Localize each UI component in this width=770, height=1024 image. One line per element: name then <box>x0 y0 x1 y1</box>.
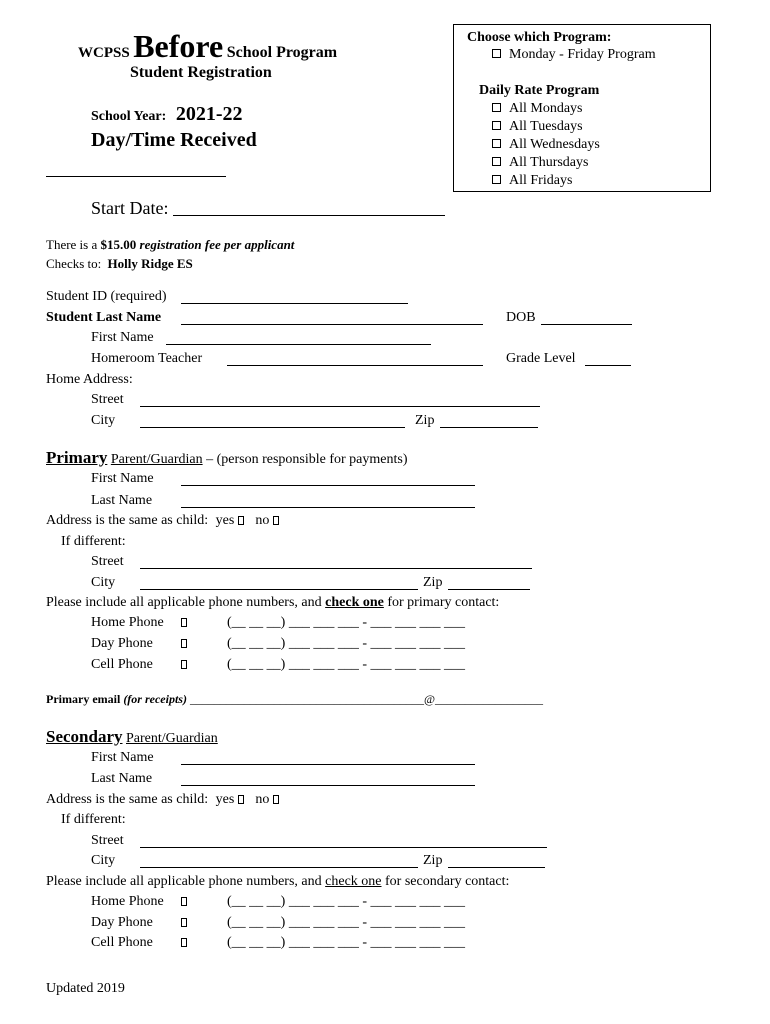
primary-note: – (person responsible for payments) <box>206 452 408 467</box>
checkbox-icon[interactable] <box>492 49 501 58</box>
homeroom-label: Homeroom Teacher <box>91 351 203 366</box>
daily-option-label: All Tuesdays <box>509 119 583 134</box>
primary-street-line[interactable] <box>140 568 532 569</box>
primary-phone-row <box>91 658 153 672</box>
title-before: Before <box>133 28 224 64</box>
secondary-first-name-line[interactable] <box>181 764 475 765</box>
form-subtitle: Student Registration <box>130 64 272 81</box>
primary-city-label: City <box>91 575 116 590</box>
checkbox-icon[interactable] <box>492 157 501 166</box>
checkbox-icon[interactable] <box>492 175 501 184</box>
start-date-label: Start Date: <box>91 198 169 218</box>
phone-label: Home Phone <box>91 615 164 630</box>
yes-checkbox-icon[interactable] <box>238 516 244 525</box>
secondary-heading <box>46 728 218 746</box>
primary-zip-line[interactable] <box>448 589 530 590</box>
primary-same-address <box>46 514 279 528</box>
primary-guardian: Parent/Guardian <box>110 452 203 467</box>
daily-option[interactable] <box>492 102 583 116</box>
daily-option-label: All Fridays <box>509 173 573 188</box>
daily-title: Daily Rate Program <box>479 83 600 98</box>
fee-prefix: There is a <box>46 237 98 252</box>
received-label: Day/Time Received <box>91 129 257 151</box>
yes-label: yes <box>215 792 235 807</box>
updated-note: Updated 2019 <box>46 981 125 996</box>
secondary-guardian: Parent/Guardian <box>126 731 218 746</box>
yes-label: yes <box>215 513 235 528</box>
program-box-title: Choose which Program: <box>467 30 612 45</box>
primary-email <box>46 693 543 705</box>
student-last-name-label: Student Last Name <box>46 310 162 325</box>
option-weekly[interactable] <box>492 48 656 62</box>
same-address-label: Address is the same as child: <box>46 513 209 528</box>
primary-last-name-label: Last Name <box>91 493 153 508</box>
primary-phone-intro <box>46 596 499 610</box>
no-checkbox-icon[interactable] <box>273 516 279 525</box>
daily-option[interactable] <box>492 120 583 134</box>
secondary-first-name-label: First Name <box>91 750 154 765</box>
school-year-value: 2021-22 <box>175 103 243 125</box>
grade-label: Grade Level <box>506 351 576 366</box>
city-line[interactable] <box>140 427 405 428</box>
phone-intro-text: Please include all applicable phone numbers, and <box>46 595 322 610</box>
city-label: City <box>91 413 116 428</box>
street-line[interactable] <box>140 406 540 407</box>
student-first-name-label: First Name <box>91 330 154 345</box>
email-hint: (for receipts) <box>123 692 187 706</box>
primary-last-name-line[interactable] <box>181 507 475 508</box>
secondary-title: Secondary <box>46 727 123 746</box>
checks-label: Checks to: <box>46 256 102 271</box>
primary-first-name-label: First Name <box>91 471 154 486</box>
title-program: School Program <box>226 44 338 61</box>
received-line[interactable] <box>46 176 226 177</box>
email-mask[interactable]: _______________________________________@__________________ <box>189 692 544 706</box>
yes-checkbox-icon[interactable] <box>238 795 244 804</box>
street-label: Street <box>91 392 124 407</box>
secondary-phone-row <box>91 895 164 909</box>
primary-if-different: If different: <box>61 534 126 549</box>
phone-checkbox-icon[interactable] <box>181 639 187 648</box>
secondary-city-line[interactable] <box>140 867 418 868</box>
primary-heading <box>46 449 408 467</box>
home-address-label: Home Address: <box>46 372 133 387</box>
secondary-street-label: Street <box>91 833 124 848</box>
primary-street-label: Street <box>91 554 124 569</box>
student-last-name-line[interactable] <box>181 324 483 325</box>
primary-first-name-line[interactable] <box>181 485 475 486</box>
student-id-label: Student ID (required) <box>46 289 167 304</box>
primary-title: Primary <box>46 448 108 467</box>
daily-option[interactable] <box>492 174 572 188</box>
secondary-phone-row <box>91 936 153 950</box>
primary-zip-label: Zip <box>423 575 443 590</box>
zip-line[interactable] <box>440 427 538 428</box>
phone-intro-suffix: for primary contact: <box>387 595 500 610</box>
daily-option-label: All Thursdays <box>509 155 589 170</box>
phone-label: Day Phone <box>91 636 153 651</box>
secondary-zip-line[interactable] <box>448 867 545 868</box>
email-label: Primary email <box>46 692 121 706</box>
secondary-phone-row <box>91 916 153 930</box>
phone-label: Day Phone <box>91 915 153 930</box>
phone-label: Home Phone <box>91 894 164 909</box>
form-title <box>78 30 337 62</box>
primary-phone-row <box>91 637 153 651</box>
phone-mask[interactable]: (__ __ __) ___ ___ ___ - ___ ___ ___ ___ <box>227 935 465 950</box>
grade-line[interactable] <box>585 365 631 366</box>
zip-label: Zip <box>415 413 435 428</box>
phone-checkbox-icon[interactable] <box>181 660 187 669</box>
secondary-phone-intro <box>46 875 509 889</box>
phone-label: Cell Phone <box>91 935 153 950</box>
secondary-last-name-line[interactable] <box>181 785 475 786</box>
primary-phone-row <box>91 616 164 630</box>
checkbox-icon[interactable] <box>492 103 501 112</box>
no-label: no <box>255 792 270 807</box>
fee-amount: $15.00 <box>100 237 137 252</box>
no-label: no <box>255 513 270 528</box>
dob-line[interactable] <box>541 324 632 325</box>
homeroom-line[interactable] <box>227 365 483 366</box>
phone-checkbox-icon[interactable] <box>181 938 187 947</box>
phone-mask[interactable]: (__ __ __) ___ ___ ___ - ___ ___ ___ ___ <box>227 615 465 630</box>
phone-mask[interactable]: (__ __ __) ___ ___ ___ - ___ ___ ___ ___ <box>227 894 465 909</box>
daily-option[interactable] <box>492 138 600 152</box>
secondary-zip-label: Zip <box>423 853 443 868</box>
fee-line <box>46 238 294 251</box>
daily-option-label: All Wednesdays <box>509 137 600 152</box>
secondary-street-line[interactable] <box>140 847 547 848</box>
phone-checkbox-icon[interactable] <box>181 897 187 906</box>
fee-suffix: registration fee per applicant <box>139 237 295 252</box>
student-id-line[interactable] <box>181 303 408 304</box>
checkbox-icon[interactable] <box>492 121 501 130</box>
check-one-text: check one <box>325 595 384 610</box>
checks-line <box>46 257 193 270</box>
daily-option[interactable] <box>492 156 588 170</box>
secondary-same-address <box>46 793 279 807</box>
school-year-label: School Year: <box>91 109 167 124</box>
secondary-city-label: City <box>91 853 116 868</box>
check-one-text: check one <box>325 874 382 889</box>
phone-checkbox-icon[interactable] <box>181 918 187 927</box>
school-year <box>91 104 242 124</box>
phone-mask[interactable]: (__ __ __) ___ ___ ___ - ___ ___ ___ ___ <box>227 915 465 930</box>
phone-label: Cell Phone <box>91 657 153 672</box>
no-checkbox-icon[interactable] <box>273 795 279 804</box>
checkbox-icon[interactable] <box>492 139 501 148</box>
phone-checkbox-icon[interactable] <box>181 618 187 627</box>
student-first-name-line[interactable] <box>166 344 431 345</box>
same-address-label: Address is the same as child: <box>46 792 209 807</box>
org-name: WCPSS <box>78 45 130 61</box>
daily-option-label: All Mondays <box>509 101 583 116</box>
option-weekly-label: Monday - Friday Program <box>509 47 656 62</box>
phone-mask[interactable]: (__ __ __) ___ ___ ___ - ___ ___ ___ ___ <box>227 636 465 651</box>
phone-mask[interactable]: (__ __ __) ___ ___ ___ - ___ ___ ___ ___ <box>227 657 465 672</box>
checks-value: Holly Ridge ES <box>107 256 193 271</box>
dob-label: DOB <box>506 310 536 325</box>
secondary-if-different: If different: <box>61 812 126 827</box>
secondary-last-name-label: Last Name <box>91 771 153 786</box>
primary-city-line[interactable] <box>140 589 418 590</box>
phone-intro-suffix: for secondary contact: <box>385 874 510 889</box>
start-date-line[interactable] <box>173 215 445 216</box>
phone-intro-text: Please include all applicable phone numbers, and <box>46 874 322 889</box>
